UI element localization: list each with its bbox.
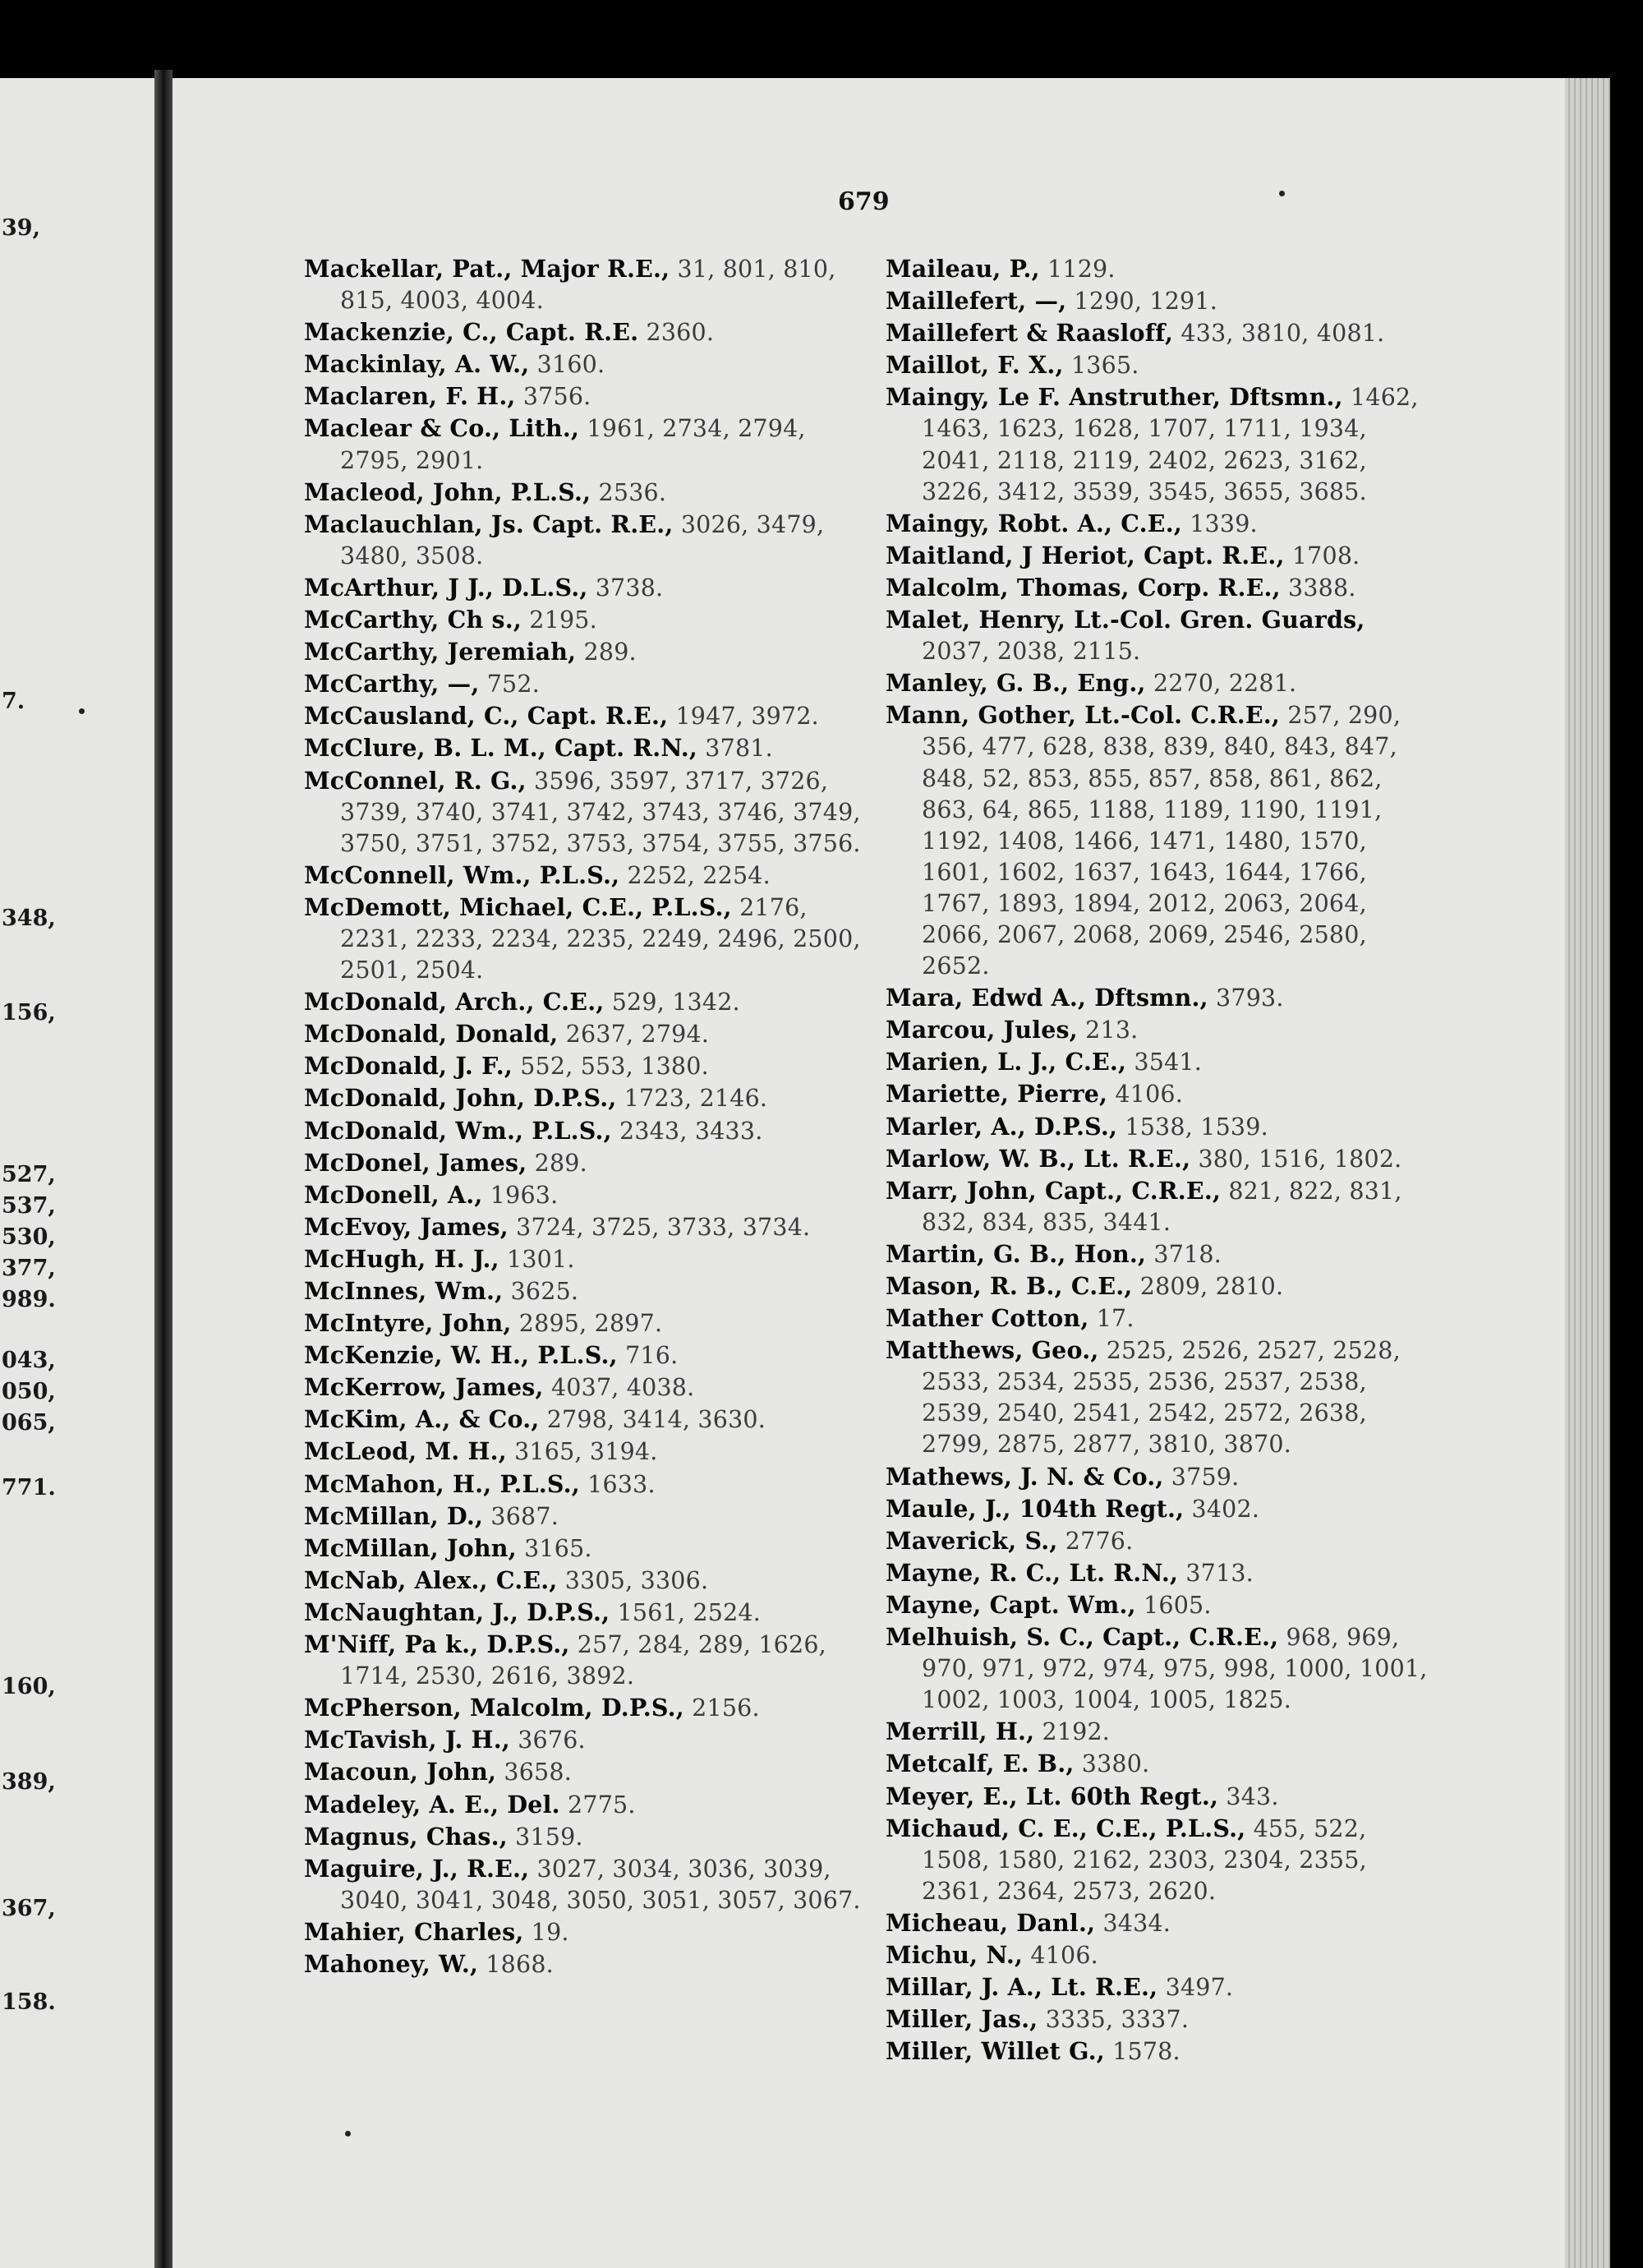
index-entry xyxy=(304,1756,863,1788)
entry-name: Marien, L. J., C.E., xyxy=(886,1048,1127,1076)
index-entry xyxy=(886,540,1428,572)
entry-references: 2637, 2794. xyxy=(558,1021,710,1049)
entry-name: Miller, Jas., xyxy=(886,2005,1038,2034)
index-entry xyxy=(886,1716,1428,1748)
entry-references: 3781. xyxy=(697,735,773,763)
entry-references: 3724, 3725, 3733, 3734. xyxy=(508,1213,811,1241)
entry-name: Merrill, H., xyxy=(886,1717,1035,1746)
entry-name: McMahon, H., P.L.S., xyxy=(304,1469,580,1498)
index-entry xyxy=(304,1565,863,1597)
entry-name: Mathews, J. N. & Co., xyxy=(886,1462,1164,1491)
entry-references: 3713. xyxy=(1178,1559,1254,1587)
entry-name: McConnell, Wm., P.L.S., xyxy=(304,860,620,889)
entry-references: 2037, 2038, 2115. xyxy=(922,638,1141,666)
entry-name: McClure, B. L. M., Capt. R.N., xyxy=(304,734,698,763)
entry-references: 3541. xyxy=(1126,1049,1203,1076)
index-entry xyxy=(304,1211,863,1243)
index-entry xyxy=(886,572,1428,604)
entry-name: Macoun, John, xyxy=(304,1758,497,1786)
entry-name: McDemott, Michael, C.E., P.L.S., xyxy=(304,892,732,921)
entry-name: Madeley, A. E., Del. xyxy=(304,1790,560,1819)
entry-references: 2195. xyxy=(522,606,597,634)
entry-references: 3718. xyxy=(1146,1240,1222,1268)
index-entry xyxy=(304,1147,863,1179)
index-entry xyxy=(886,1525,1428,1557)
entry-references: 752. xyxy=(479,671,540,698)
margin-number: 389, xyxy=(2,1769,56,1795)
entry-name: Marlow, W. B., Lt. R.E., xyxy=(886,1144,1191,1173)
index-entry xyxy=(886,699,1428,982)
index-entry xyxy=(886,1493,1428,1525)
entry-references: 529, 1342. xyxy=(604,989,740,1016)
index-entry xyxy=(304,765,863,860)
index-entry xyxy=(304,1115,863,1147)
entry-name: Mackellar, Pat., Major R.E., xyxy=(304,255,670,283)
entry-references: 3026, 3479, 3480, 3508. xyxy=(340,510,825,569)
index-entry xyxy=(304,1789,863,1821)
index-entry xyxy=(886,2035,1428,2067)
entry-references: 2809, 2810. xyxy=(1132,1273,1284,1300)
entry-references: 552, 553, 1380. xyxy=(512,1053,709,1081)
entry-name: Maclaren, F. H., xyxy=(304,382,516,411)
entry-references: 3165, 3194. xyxy=(506,1438,658,1466)
index-entry xyxy=(886,667,1428,699)
entry-name: Marcou, Jules, xyxy=(886,1016,1078,1044)
entry-references: 1868. xyxy=(478,1950,554,1978)
speck-mark xyxy=(1279,191,1285,196)
index-entry xyxy=(886,1621,1428,1716)
index-entry xyxy=(886,1270,1428,1302)
index-entry xyxy=(304,380,863,413)
index-entry xyxy=(304,1948,863,1980)
entry-name: Mackenzie, C., Capt. R.E. xyxy=(304,318,639,347)
margin-number: 065, xyxy=(2,1410,56,1436)
page-number: 679 xyxy=(838,187,890,216)
entry-name: Melhuish, S. C., Capt., C.R.E., xyxy=(886,1623,1279,1652)
entry-references: 3687. xyxy=(483,1502,559,1530)
index-entry xyxy=(886,1813,1428,1907)
index-entry xyxy=(886,1939,1428,1971)
index-entry xyxy=(304,1916,863,1948)
entry-references: 2536. xyxy=(591,478,667,506)
page-stack-edge xyxy=(1565,78,1610,2268)
entry-name: McLeod, M. H., xyxy=(304,1437,507,1466)
entry-name: McDonald, J. F., xyxy=(304,1052,513,1081)
index-entry xyxy=(304,892,863,986)
index-entry xyxy=(304,604,863,636)
entry-references: 716. xyxy=(617,1342,679,1370)
entry-references: 1290, 1291. xyxy=(1066,288,1217,316)
book-gutter xyxy=(154,70,173,2268)
margin-number: 348, xyxy=(2,906,56,931)
margin-number: 7. xyxy=(2,689,25,714)
index-entry xyxy=(304,316,863,348)
margin-number: 39, xyxy=(2,215,40,241)
entry-references: 289. xyxy=(576,638,637,666)
entry-name: McCarthy, Ch s., xyxy=(304,606,522,634)
entry-references: 2176, 2231, 2233, 2234, 2235, 2249, 2496, 2500, 2501, 2504. xyxy=(340,893,861,984)
entry-references: 1129. xyxy=(1039,256,1116,283)
entry-name: McMillan, D., xyxy=(304,1501,484,1530)
margin-number: 160, xyxy=(2,1674,56,1699)
entry-name: Mayne, Capt. Wm., xyxy=(886,1590,1136,1619)
entry-references: 3793. xyxy=(1208,984,1284,1012)
entry-references: 3027, 3034, 3036, 3039, 3040, 3041, 3048, 3050, 3051, 3057, 3067. xyxy=(340,1855,861,1914)
entry-name: Macleod, John, P.L.S., xyxy=(304,477,591,506)
entry-name: Maguire, J., R.E., xyxy=(304,1854,530,1883)
entry-references: 1633. xyxy=(579,1470,656,1498)
index-entry xyxy=(304,1275,863,1307)
index-entry xyxy=(304,986,863,1018)
entry-references: 4106. xyxy=(1107,1081,1184,1109)
entry-references: 2343, 3433. xyxy=(611,1117,763,1145)
index-entry xyxy=(304,572,863,604)
index-entry xyxy=(304,1629,863,1692)
entry-name: McNaughtan, J., D.P.S., xyxy=(304,1597,610,1626)
index-entry xyxy=(304,1853,863,1916)
entry-references: 3160. xyxy=(529,351,605,379)
entry-name: McPherson, Malcolm, D.P.S., xyxy=(304,1694,684,1722)
entry-references: 343. xyxy=(1218,1782,1279,1810)
entry-name: McDonald, Donald, xyxy=(304,1020,559,1049)
index-entry xyxy=(304,1179,863,1211)
entry-references: 3305, 3306. xyxy=(557,1566,709,1594)
entry-name: McCarthy, Jeremiah, xyxy=(304,638,577,666)
entry-name: Malcolm, Thomas, Corp. R.E., xyxy=(886,573,1281,602)
index-entry xyxy=(304,509,863,572)
speck-mark xyxy=(79,708,85,714)
index-entry xyxy=(886,1335,1428,1460)
entry-references: 1708. xyxy=(1284,542,1360,569)
entry-references: 3388. xyxy=(1280,574,1356,602)
index-entry xyxy=(304,1404,863,1436)
entry-name: Micheau, Danl., xyxy=(886,1908,1096,1937)
entry-references: 213. xyxy=(1077,1016,1139,1044)
entry-name: McDonell, A., xyxy=(304,1180,483,1209)
index-entry xyxy=(304,1821,863,1853)
index-entry xyxy=(886,317,1428,349)
margin-number: 156, xyxy=(2,1000,56,1026)
index-entry xyxy=(304,1307,863,1339)
index-entry xyxy=(886,982,1428,1014)
entry-name: Maillot, F. X., xyxy=(886,351,1064,380)
entry-name: McCarthy, —, xyxy=(304,670,480,698)
entry-references: 380, 1516, 1802. xyxy=(1190,1145,1402,1173)
entry-name: McDonald, John, D.P.S., xyxy=(304,1084,617,1113)
index-entry xyxy=(304,636,863,668)
entry-name: Magnus, Chas., xyxy=(304,1822,508,1851)
entry-references: 2775. xyxy=(559,1791,636,1819)
entry-references: 3165. xyxy=(516,1534,592,1562)
margin-number: 367, xyxy=(2,1896,56,1921)
entry-name: Michu, N., xyxy=(886,1940,1024,1969)
entry-references: 289. xyxy=(527,1149,587,1177)
entry-name: McEvoy, James, xyxy=(304,1212,509,1241)
entry-name: Maileau, P., xyxy=(886,255,1040,283)
speck-mark xyxy=(345,2131,351,2137)
entry-name: McHugh, H. J., xyxy=(304,1244,499,1273)
index-entry xyxy=(886,604,1428,667)
index-entry xyxy=(304,1082,863,1114)
entry-name: Millar, J. A., Lt. R.E., xyxy=(886,1973,1158,2002)
index-entry xyxy=(886,1014,1428,1046)
index-entry xyxy=(886,1589,1428,1621)
margin-number: 377, xyxy=(2,1256,56,1281)
margin-number: 050, xyxy=(2,1379,56,1404)
entry-references: 4037, 4038. xyxy=(543,1374,695,1402)
entry-references: 3402. xyxy=(1184,1495,1260,1523)
index-entry xyxy=(886,1907,1428,1939)
index-entry xyxy=(886,381,1428,507)
index-entry xyxy=(304,1436,863,1468)
margin-number: 989. xyxy=(2,1287,56,1312)
index-entry xyxy=(886,1302,1428,1335)
entry-references: 3738. xyxy=(587,574,664,602)
index-entry xyxy=(886,1078,1428,1110)
index-entry xyxy=(304,700,863,732)
index-entry xyxy=(886,2003,1428,2035)
entry-references: 2525, 2526, 2527, 2528, 2533, 2534, 2535, 2536, 2537, 2538, 2539, 2540, 2541, 2542, 2572, 2638, 2799, 2875, 2877, 3810, 3870. xyxy=(922,1337,1401,1459)
entry-references: 3497. xyxy=(1157,1974,1234,2002)
margin-number: 158. xyxy=(2,1989,56,2015)
index-entry xyxy=(304,860,863,892)
entry-references: 1365. xyxy=(1063,352,1139,380)
entry-name: McArthur, J J., D.L.S., xyxy=(304,573,588,602)
index-entry xyxy=(304,1533,863,1565)
entry-name: McCausland, C., Capt. R.E., xyxy=(304,702,669,731)
entry-name: McInnes, Wm., xyxy=(304,1277,504,1305)
entry-references: 1605. xyxy=(1135,1591,1212,1619)
entry-references: 3434. xyxy=(1095,1909,1171,1937)
index-entry xyxy=(304,1243,863,1275)
entry-name: Mariette, Pierre, xyxy=(886,1080,1108,1109)
entry-references: 31, 801, 810, 815, 4003, 4004. xyxy=(340,256,836,315)
index-entry xyxy=(304,1371,863,1404)
entry-name: Manley, G. B., Eng., xyxy=(886,669,1146,698)
entry-name: Meyer, E., Lt. 60th Regt., xyxy=(886,1782,1219,1810)
index-entry xyxy=(304,348,863,380)
entry-name: Martin, G. B., Hon., xyxy=(886,1239,1147,1268)
margin-number: 537, xyxy=(2,1193,56,1219)
index-entry xyxy=(886,285,1428,317)
margin-number: 530, xyxy=(2,1224,56,1250)
index-entry xyxy=(886,1046,1428,1078)
index-entry xyxy=(886,1175,1428,1238)
index-entry xyxy=(304,1050,863,1082)
entry-name: McDonald, Arch., C.E., xyxy=(304,988,605,1016)
margin-number: 771. xyxy=(2,1475,56,1500)
entry-name: Malet, Henry, Lt.-Col. Gren. Guards, xyxy=(886,606,1365,634)
entry-name: McNab, Alex., C.E., xyxy=(304,1565,558,1594)
entry-name: Mahier, Charles, xyxy=(304,1917,524,1946)
entry-name: Mackinlay, A. W., xyxy=(304,350,530,379)
entry-references: 1561, 2524. xyxy=(610,1598,761,1626)
entry-name: Maitland, J Heriot, Capt. R.E., xyxy=(886,541,1285,569)
entry-name: Mahoney, W., xyxy=(304,1949,479,1978)
entry-references: 3625. xyxy=(503,1278,579,1305)
entry-name: Mather Cotton, xyxy=(886,1304,1089,1333)
entry-references: 821, 822, 831, 832, 834, 835, 3441. xyxy=(922,1177,1402,1236)
index-entry xyxy=(886,508,1428,540)
entry-references: 19. xyxy=(523,1918,569,1946)
index-entry xyxy=(304,253,863,316)
entry-name: McKim, A., & Co., xyxy=(304,1405,540,1434)
entry-name: Maverick, S., xyxy=(886,1526,1058,1555)
index-column-left xyxy=(304,253,863,1980)
entry-references: 1723, 2146. xyxy=(616,1085,768,1113)
index-entry xyxy=(886,349,1428,381)
entry-references: 2192. xyxy=(1034,1718,1111,1746)
entry-name: McDonald, Wm., P.L.S., xyxy=(304,1116,612,1145)
entry-name: Matthews, Geo., xyxy=(886,1336,1099,1365)
index-column-right xyxy=(886,253,1428,2067)
index-entry xyxy=(304,413,863,476)
index-entry xyxy=(886,1461,1428,1493)
entry-name: M'Niff, Pa k., D.P.S., xyxy=(304,1630,570,1659)
entry-references: 3658. xyxy=(496,1759,572,1786)
entry-name: Miller, Willet G., xyxy=(886,2037,1105,2066)
entry-references: 257, 284, 289, 1626, 1714, 2530, 2616, 3892. xyxy=(340,1631,826,1690)
entry-references: 1578. xyxy=(1104,2038,1180,2066)
entry-name: Maclear & Co., Lith., xyxy=(304,414,580,443)
entry-references: 3759. xyxy=(1163,1463,1240,1491)
entry-references: 1961, 2734, 2794, 2795, 2901. xyxy=(340,415,806,474)
index-entry xyxy=(886,1557,1428,1589)
entry-references: 3380. xyxy=(1074,1750,1150,1778)
entry-name: Marler, A., D.P.S., xyxy=(886,1112,1118,1141)
entry-name: McKenzie, W. H., P.L.S., xyxy=(304,1341,618,1370)
entry-references: 4106. xyxy=(1023,1941,1098,1969)
entry-name: McTavish, J. H., xyxy=(304,1726,510,1754)
entry-name: Maule, J., 104th Regt., xyxy=(886,1494,1185,1523)
entry-name: Maclauchlan, Js. Capt. R.E., xyxy=(304,509,674,538)
entry-name: Mason, R. B., C.E., xyxy=(886,1272,1133,1300)
entry-references: 2895, 2897. xyxy=(511,1310,663,1338)
index-entry xyxy=(304,1500,863,1533)
entry-name: McMillan, John, xyxy=(304,1533,517,1562)
entry-references: 3159. xyxy=(507,1823,583,1851)
entry-references: 3596, 3597, 3717, 3726, 3739, 3740, 3741, 3742, 3743, 3746, 3749, 3750, 3751, 3752, 3753, 3754, 3755, 3756. xyxy=(340,767,861,857)
left-margin-numbers xyxy=(0,78,156,2215)
index-entry xyxy=(886,1748,1428,1780)
index-entry xyxy=(304,1692,863,1724)
entry-references: 968, 969, 970, 971, 972, 974, 975, 998, 1000, 1001, 1002, 1003, 1004, 1005, 1825. xyxy=(922,1624,1428,1714)
entry-name: Maingy, Le F. Anstruther, Dftsmn., xyxy=(886,383,1343,412)
entry-name: McDonel, James, xyxy=(304,1148,527,1177)
entry-name: Maingy, Robt. A., C.E., xyxy=(886,509,1182,537)
index-entry xyxy=(304,732,863,764)
entry-references: 1538, 1539. xyxy=(1117,1113,1268,1141)
entry-name: Maillefert & Raasloff, xyxy=(886,319,1174,348)
entry-references: 3756. xyxy=(515,383,591,411)
entry-references: 2776. xyxy=(1057,1527,1134,1555)
entry-references: 2270, 2281. xyxy=(1145,670,1297,698)
index-entry xyxy=(886,1781,1428,1813)
entry-name: Mara, Edwd A., Dftsmn., xyxy=(886,984,1208,1012)
index-entry xyxy=(304,477,863,509)
entry-references: 1963. xyxy=(482,1181,559,1209)
entry-references: 2252, 2254. xyxy=(619,861,771,889)
entry-references: 1462, 1463, 1623, 1628, 1707, 1711, 1934, 2041, 2118, 2119, 2402, 2623, 3162, 3226, 3412, 3539, 3545, 3655, 3685. xyxy=(922,384,1419,505)
index-entry xyxy=(886,1143,1428,1175)
entry-references: 455, 522, 1508, 1580, 2162, 2303, 2304, 2355, 2361, 2364, 2573, 2620. xyxy=(922,1814,1367,1905)
index-entry xyxy=(886,253,1428,285)
index-entry xyxy=(304,1018,863,1050)
entry-name: McKerrow, James, xyxy=(304,1373,544,1402)
entry-name: Metcalf, E. B., xyxy=(886,1749,1075,1778)
entry-name: McIntyre, John, xyxy=(304,1309,512,1338)
entry-name: Marr, John, Capt., C.R.E., xyxy=(886,1176,1222,1205)
entry-name: Michaud, C. E., C.E., P.L.S., xyxy=(886,1814,1246,1842)
index-entry xyxy=(886,1971,1428,2003)
entry-references: 257, 290, 356, 477, 628, 838, 839, 840, 843, 847, 848, 52, 853, 855, 857, 858, 861, 862, 863, 64, 865, 1188, 1189, 1190, 1191, 1192, 1408, 1466, 1471, 1480, 1570, 1601, 1602, 1637, 1643, 1644, 1766, 1767, 1893, 1894, 2012, 2063, 2064, 2066, 2067, 2068, 2069, 2546, 2580, 2652. xyxy=(922,702,1401,980)
index-entry xyxy=(304,668,863,700)
margin-number: 527, xyxy=(2,1162,56,1187)
entry-references: 1339. xyxy=(1181,509,1258,537)
index-entry xyxy=(886,1111,1428,1143)
entry-references: 1301. xyxy=(499,1245,575,1273)
entry-references: 2156. xyxy=(683,1694,760,1722)
entry-name: Mayne, R. C., Lt. R.N., xyxy=(886,1558,1179,1587)
index-entry xyxy=(304,1724,863,1756)
index-entry xyxy=(304,1468,863,1500)
entry-name: Mann, Gother, Lt.-Col. C.R.E., xyxy=(886,701,1281,730)
entry-references: 2360. xyxy=(638,319,715,347)
index-entry xyxy=(886,1238,1428,1270)
margin-number: 043, xyxy=(2,1348,56,1373)
entry-name: McConnel, R. G., xyxy=(304,766,527,795)
index-entry xyxy=(304,1339,863,1371)
entry-name: Maillefert, —, xyxy=(886,287,1067,316)
entry-references: 3335, 3337. xyxy=(1038,2006,1190,2034)
index-entry xyxy=(304,1597,863,1629)
entry-references: 1947, 3972. xyxy=(668,703,819,731)
entry-references: 3676. xyxy=(509,1726,586,1754)
entry-references: 17. xyxy=(1088,1305,1134,1333)
entry-references: 2798, 3414, 3630. xyxy=(539,1406,766,1434)
entry-references: 433, 3810, 4081. xyxy=(1173,320,1385,348)
